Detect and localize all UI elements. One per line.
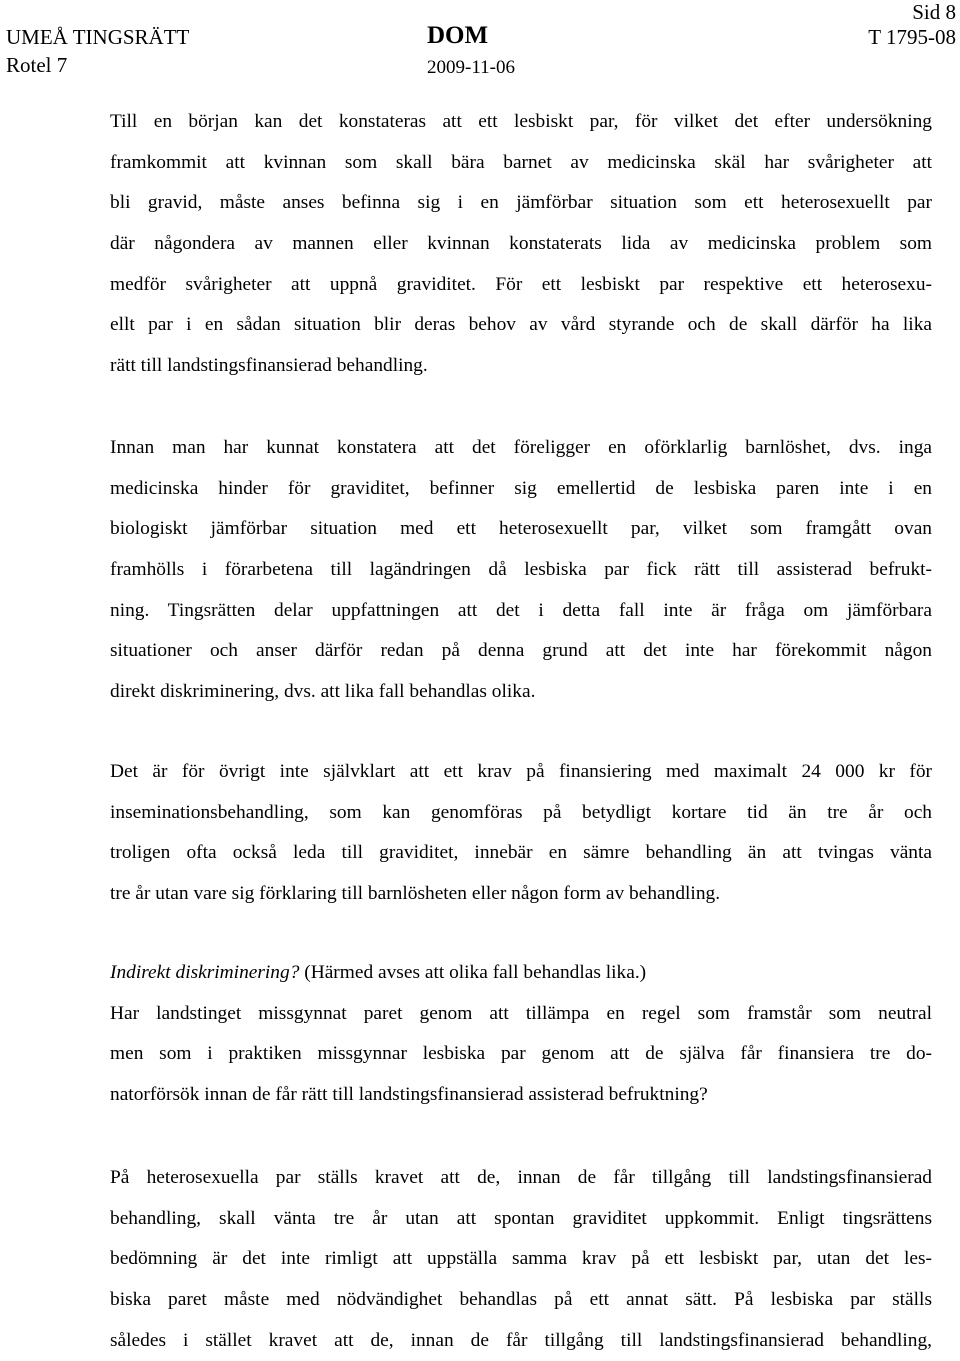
text-line: direkt diskriminering, dvs. att lika fall behandlas olika. xyxy=(110,681,536,703)
text-line: ning. Tingsrätten delar uppfattningen att det i detta fall inte är fråga om jämförbara xyxy=(110,599,932,621)
text-line: På heterosexuella par ställs kravet att de, innan de får tillgång till landstingsfinansierad xyxy=(110,1167,932,1188)
text-line: Det är för övrigt inte självklart att ett krav på finansiering med maximalt 24 000 kr för xyxy=(110,761,932,782)
paragraph-2 xyxy=(110,428,932,713)
paragraph-5 xyxy=(110,1158,932,1361)
text-line: situationer och anser därför redan på denna grund att det inte har förekommit någon xyxy=(110,640,932,662)
document-date: 2009-11-06 xyxy=(427,57,515,78)
text-line: rätt till landstingsfinansierad behandling. xyxy=(110,355,428,377)
division-label: Rotel 7 xyxy=(6,53,68,77)
document-type: DOM xyxy=(427,22,489,49)
paragraph-text xyxy=(110,1158,932,1361)
text-line: inseminationsbehandling, som kan genomföras på betydligt kortare tid än tre år och xyxy=(110,801,932,823)
paragraph-3 xyxy=(110,752,932,915)
text-line: medför svårigheter att uppnå graviditet. För ett lesbiskt par respektive ett heterosexu- xyxy=(110,273,932,295)
text-line: natorförsök innan de får rätt till landstingsfinansierad assisterad befruktning? xyxy=(110,1084,708,1106)
section-heading-note: (Härmed avses att olika fall behandlas lika.) xyxy=(299,962,647,983)
text-line: medicinska hinder för graviditet, befinner sig emellertid de lesbiska paren inte i en xyxy=(110,477,932,499)
text-line: tre år utan vare sig förklaring till barnlösheten eller någon form av behandling. xyxy=(110,883,721,905)
paragraph-text xyxy=(110,428,932,713)
paragraph-text xyxy=(110,953,932,1116)
paragraph-1 xyxy=(110,102,932,387)
text-line: biska paret måste med nödvändighet behandlas på ett annat sätt. På lesbiska par ställs xyxy=(110,1289,932,1311)
text-line: men som i praktiken missgynnar lesbiska par genom att de själva får finansiera tre do- xyxy=(110,1043,932,1065)
section-heading: Indirekt diskriminering? xyxy=(110,962,300,983)
text-line: behandling, skall vänta tre år utan att spontan graviditet uppkommit. Enligt tingsrättens xyxy=(110,1207,932,1229)
page-number: Sid 8 xyxy=(912,0,956,24)
text-line: bedömning är det inte rimligt att uppställa samma krav på ett lesbiskt par, utan det les- xyxy=(110,1248,932,1270)
text-line: framkommit att kvinnan som skall bära barnet av medicinska skäl har svårigheter att xyxy=(110,151,932,173)
text-line: Innan man har kunnat konstatera att det föreligger en oförklarlig barnlöshet, dvs. inga xyxy=(110,437,932,458)
section-heading-line xyxy=(110,953,932,994)
text-line: framhölls i förarbetena till lagändringen då lesbiska par fick rätt till assisterad befrukt- xyxy=(110,559,932,581)
text-line: troligen ofta också leda till graviditet, innebär en sämre behandling än att tvingas vänta xyxy=(110,842,932,864)
court-name: UMEÅ TINGSRÄTT xyxy=(6,25,190,49)
case-number: T 1795-08 xyxy=(868,25,956,49)
text-line: biologiskt jämförbar situation med ett heterosexuellt par, vilket som framgått ovan xyxy=(110,518,932,540)
paragraph-text xyxy=(110,102,932,387)
text-line: Har landstinget missgynnat paret genom att tillämpa en regel som framstår som neutral xyxy=(110,1002,932,1024)
text-line: där någondera av mannen eller kvinnan konstaterats lida av medicinska problem som xyxy=(110,233,932,255)
paragraph-text xyxy=(110,752,932,915)
text-line: således i stället kravet att de, innan de får tillgång till landstingsfinansierad behandling, xyxy=(110,1329,932,1351)
text-line: bli gravid, måste anses befinna sig i en jämförbar situation som ett heterosexuellt par xyxy=(110,192,932,214)
text-line: ellt par i en sådan situation blir deras behov av vård styrande och de skall därför ha lika xyxy=(110,314,932,336)
text-line: Till en början kan det konstateras att ett lesbiskt par, för vilket det efter undersökning xyxy=(110,111,932,132)
paragraph-4 xyxy=(110,953,932,1116)
